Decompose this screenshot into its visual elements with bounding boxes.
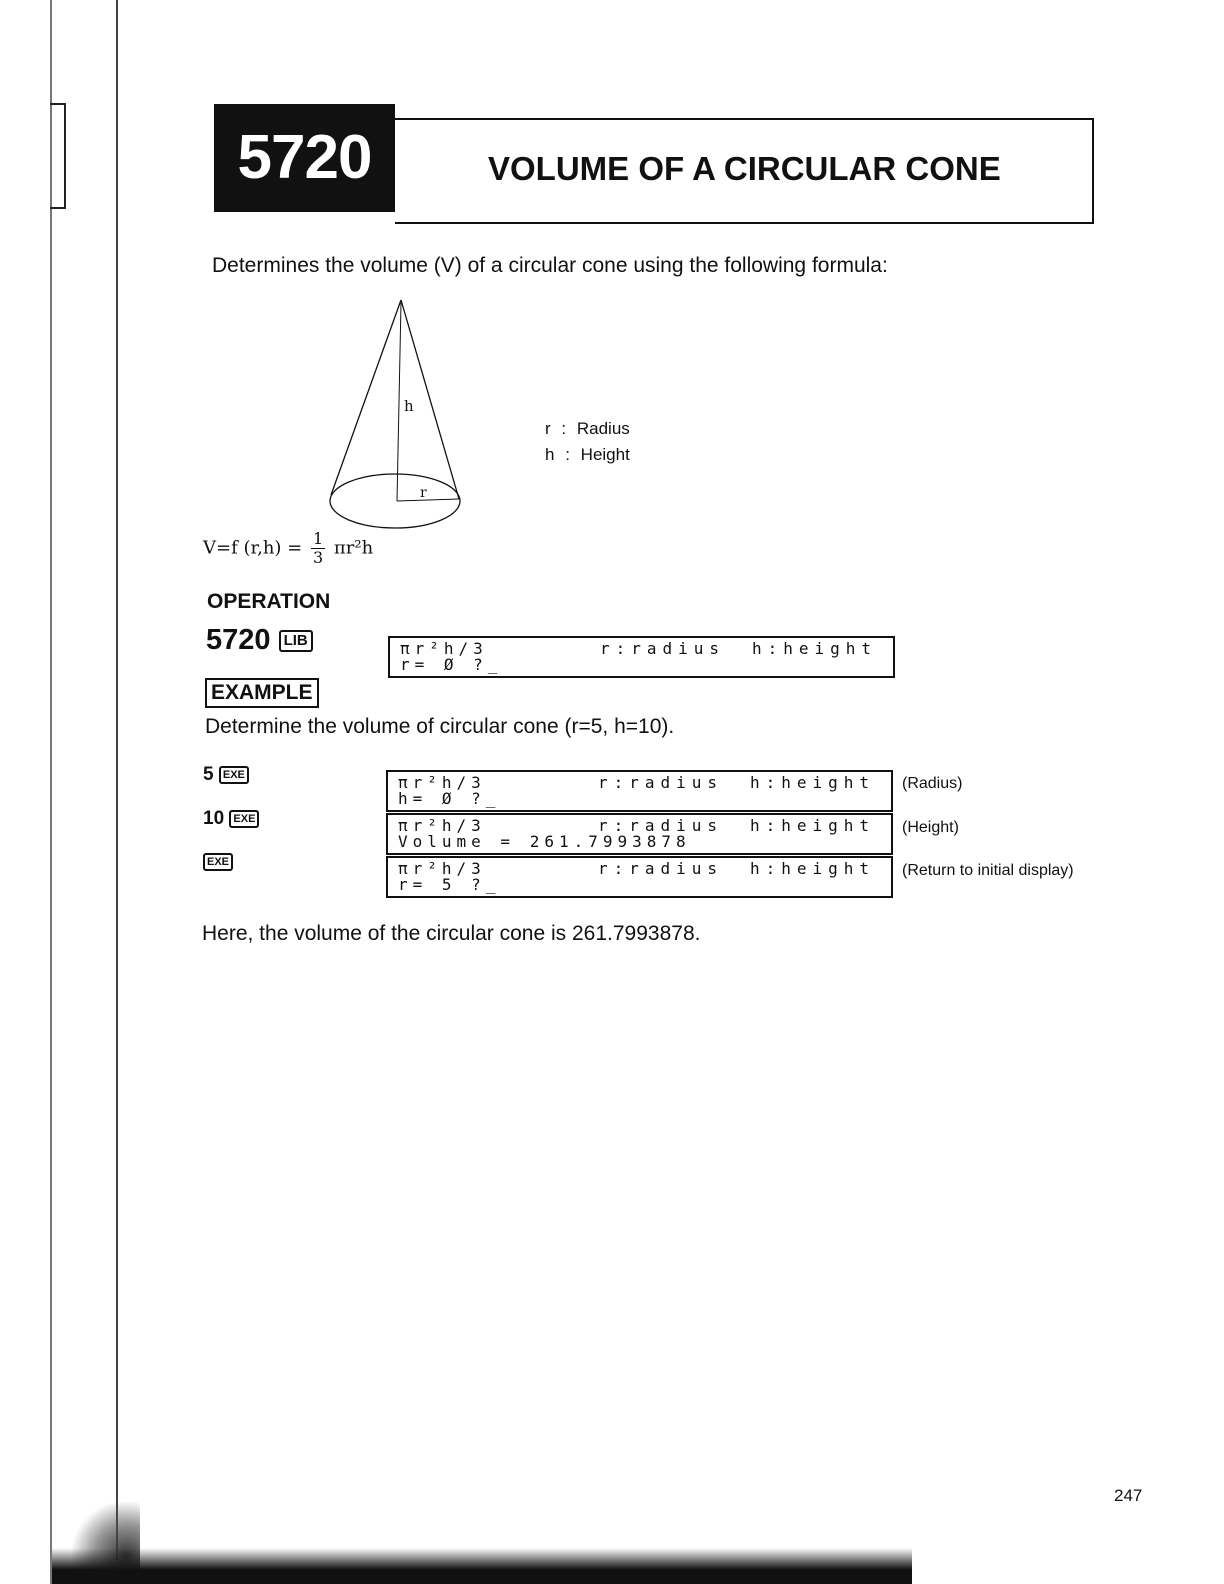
legend-height: [545, 445, 630, 465]
legend-desc: Height: [580, 445, 630, 464]
formula-fraction: [311, 530, 325, 567]
lcd-line2: h= Ø ?_: [398, 789, 501, 808]
page-number: 247: [1114, 1486, 1143, 1505]
lcd-display-step1: [386, 770, 893, 812]
lcd-display-step3: [386, 856, 893, 898]
lcd-line1: πr²h/3: [398, 773, 486, 792]
formula-denominator: 3: [313, 548, 324, 567]
lcd-line2: Volume = 261.7993878: [398, 832, 691, 851]
cone-h-label: h: [404, 397, 414, 415]
step-note: (Return to initial display): [902, 862, 1074, 879]
legend-radius: [545, 419, 630, 439]
lcd-radius-label: r:radius: [598, 773, 724, 792]
cone-diagram: [320, 295, 480, 550]
formula-numerator: 1: [313, 529, 324, 548]
lcd-height-label: h:height: [752, 639, 878, 658]
formula-rhs: πr²h: [333, 537, 374, 559]
lcd-line1: πr²h/3: [398, 859, 486, 878]
cone-side-left: [331, 300, 401, 495]
volume-formula: [203, 530, 373, 567]
operation-heading: OPERATION: [207, 590, 331, 613]
cone-height-line: [397, 303, 401, 501]
legend-separator: :: [561, 419, 567, 438]
lcd-height-label: h:height: [750, 859, 876, 878]
example-label: EXAMPLE: [205, 678, 319, 708]
lcd-radius-label: r:radius: [598, 859, 724, 878]
legend-separator: :: [565, 445, 570, 464]
result-text: Here, the volume of the circular cone is 261.7993878.: [202, 922, 701, 945]
step-input: [203, 808, 259, 830]
operation-key-sequence: [206, 624, 313, 657]
lcd-line1: πr²h/3: [400, 639, 488, 658]
exe-key: EXE: [219, 766, 249, 784]
step-input: [203, 851, 233, 873]
page-edge-line: [50, 0, 52, 1584]
intro-text: Determines the volume (V) of a circular cone using the following formula:: [212, 254, 888, 277]
legend-symbol: r: [545, 419, 551, 438]
section-header: [214, 104, 1094, 222]
legend-symbol: h: [545, 445, 555, 464]
formula-lhs: V=f (r,h) =: [203, 537, 303, 559]
lcd-height-label: h:height: [750, 816, 876, 835]
lcd-height-label: h:height: [750, 773, 876, 792]
title-frame: [395, 118, 1094, 224]
program-number: 5720: [214, 104, 395, 212]
exe-key: EXE: [203, 853, 233, 871]
step-input: [203, 764, 249, 786]
lcd-line2: r= 5 ?_: [398, 875, 501, 894]
lcd-display-initial: [388, 636, 895, 678]
cone-r-label: r: [420, 485, 427, 501]
lcd-line1: πr²h/3: [398, 816, 486, 835]
legend-desc: Radius: [576, 419, 630, 438]
step-value: 10: [203, 808, 225, 829]
page-title: VOLUME OF A CIRCULAR CONE: [488, 150, 1001, 187]
step-note: (Height): [902, 819, 959, 836]
scan-bottom-shadow: [52, 1548, 912, 1584]
example-description: Determine the volume of circular cone (r=5, h=10).: [205, 715, 675, 738]
cone-base: [330, 474, 460, 528]
exe-key: EXE: [229, 810, 259, 828]
operation-code: 5720: [206, 624, 271, 656]
lcd-line2: r= Ø ?_: [400, 655, 503, 674]
clip-bracket: [50, 103, 66, 209]
step-value: 5: [203, 764, 214, 785]
lcd-display-step2: [386, 813, 893, 855]
step-note: (Radius): [902, 775, 963, 792]
binding-line: [116, 0, 118, 1560]
lcd-radius-label: r:radius: [600, 639, 726, 658]
lib-key: LIB: [279, 630, 313, 652]
lcd-radius-label: r:radius: [598, 816, 724, 835]
cone-radius-line: [397, 499, 459, 501]
